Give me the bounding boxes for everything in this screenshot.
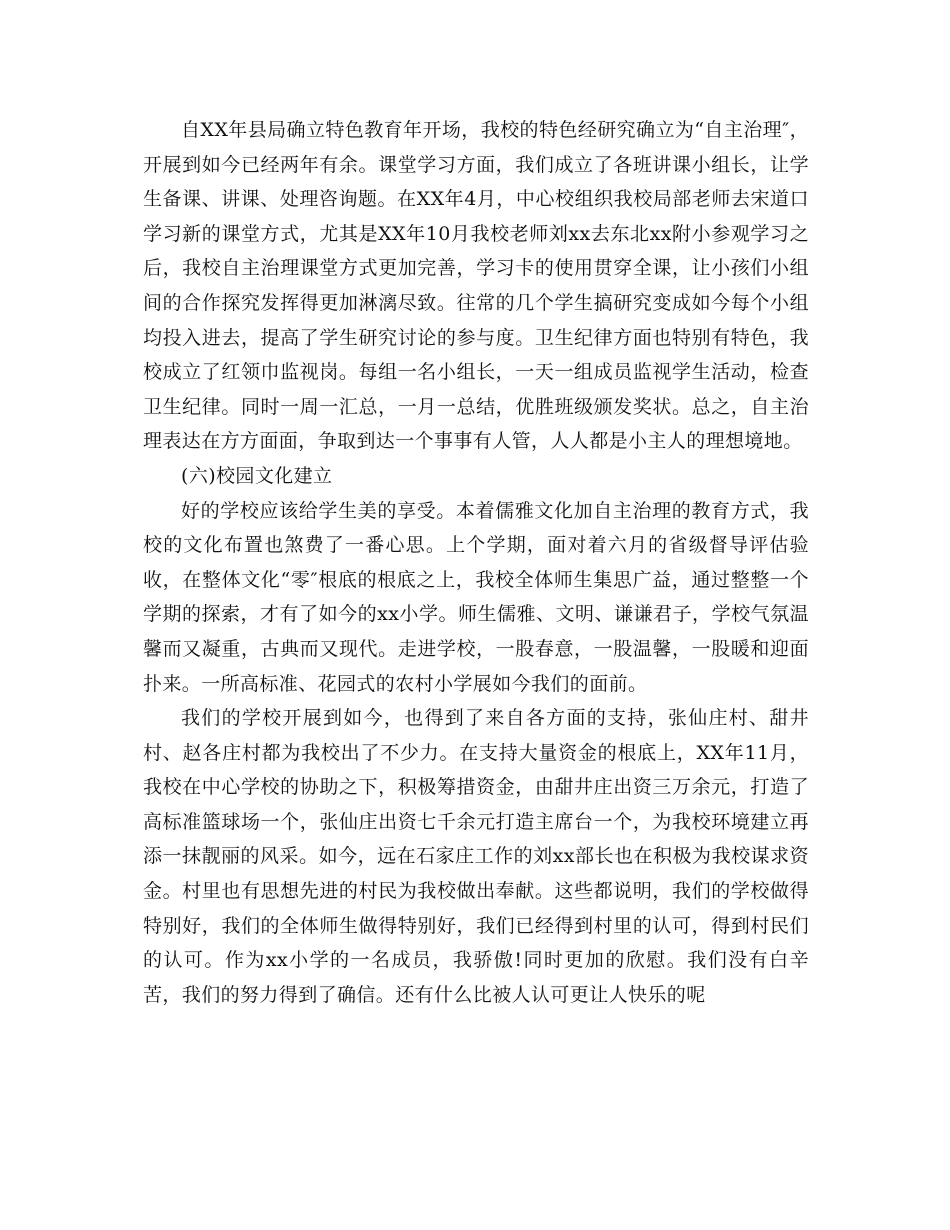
paragraph-campus-culture: 好的学校应该给学生美的享受。本着儒雅文化加自主治理的教育方式，我校的文化布置也煞费了一番心思。上个学期，面对着六月的省级督导评估验收，在整体文化“零″根底的根底之上，我校全体师生集思广益，通过整整一个学期的探索，才有了如今的xx小学。师生儒雅、文明、谦谦君子，学校气氛温馨而又凝重，古典而又现代。走进学校，一股春意，一股温馨，一股暖和迎面扑来。一所高标准、花园式的农村小学展如今我们的面前。: [143, 499, 809, 695]
paragraph-community-support: 我们的学校开展到如今，也得到了来自各方面的支持，张仙庄村、甜井村、赵各庄村都为我校出了不少力。在支持大量资金的根底上，XX年11月，我校在中心学校的协助之下，积极筹措资金，由甜井庄出资三万余元，打造了高标准篮球场一个，张仙庄出资七千余元打造主席台一个，为我校环境建立再添一抹靓丽的风采。如今，远在石家庄工作的刘xx部长也在积极为我校谋求资金。村里也有思想先进的村民为我校做出奉献。这些都说明，我们的学校做得特别好，我们的全体师生做得特别好，我们已经得到村里的认可，得到村民们的认可。作为xx小学的一名成员，我骄傲!同时更加的欣慰。我们没有白辛苦，我们的努力得到了确信。还有什么比被人认可更让人快乐的呢: [143, 707, 809, 1006]
paragraph-self-governance: 自XX年县局确立特色教育年开场，我校的特色经研究确立为“自主治理″，开展到如今已经两年有余。课堂学习方面，我们成立了各班讲课小组长，让学生备课、讲课、处理咨询题。在XX年4月，中心校组织我校局部老师去宋道口学习新的课堂方式，尤其是XX年10月我校老师刘xx去东北xx附小参观学习之后，我校自主治理课堂方式更加完善，学习卡的使用贯穿全课，让小孩们小组间的合作探究发挥得更加淋漓尽致。往常的几个学生搞研究变成如今每个小组均投入进去，提高了学生研究讨论的参与度。卫生纪律方面也特别有特色，我校成立了红领巾监视岗。每组一名小组长，一天一组成员监视学生活动，检查卫生纪律。同时一周一汇总，一月一总结，优胜班级颁发奖状。总之，自主治理表达在方方面面，争取到达一个事事有人管，人人都是小主人的理想境地。: [143, 119, 809, 453]
document-body: [143, 113, 809, 1012]
section-heading-campus-culture: (六)校园文化建立: [181, 464, 333, 487]
